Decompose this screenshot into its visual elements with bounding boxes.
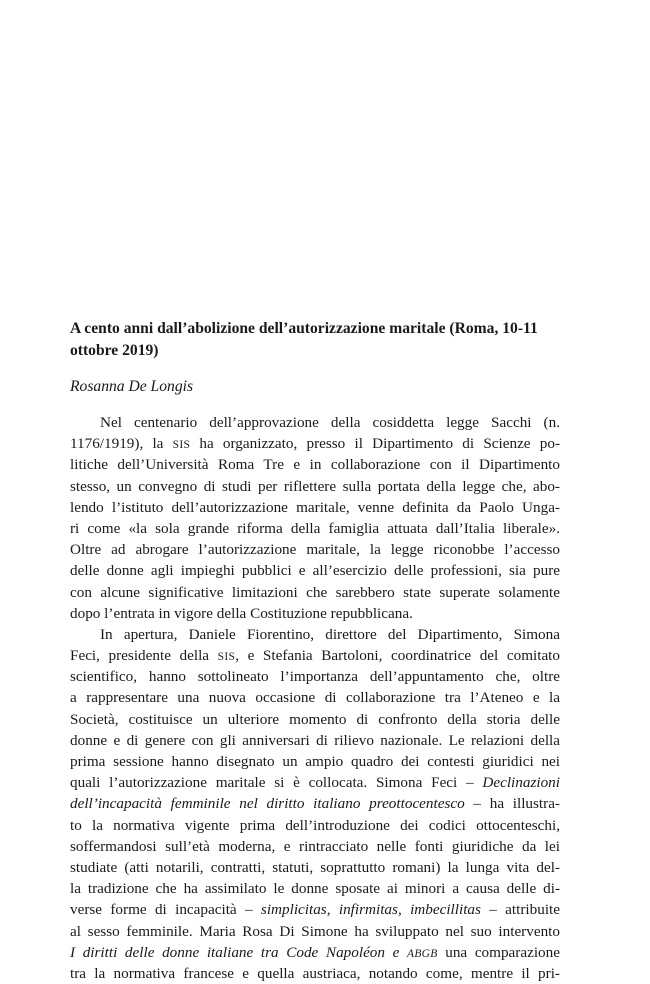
text-line: In apertura, Daniele Fiorentino, direttore del Dipartimento, Simona [100,625,560,643]
text-line: studiate (atti notarili, contratti, statuti, soprattutto romani) la lunga vita del- [70,858,560,876]
text-line: Oltre ad abrogare l’autorizzazione maritale, la legge riconobbe l’accesso [70,541,560,559]
text-line: Feci, presidente della SIS, e Stefania Bartoloni, coordinatrice del comitato [70,647,561,665]
text-line: prima sessione hanno disegnato un ampio quadro dei contesti giuridici nei [70,753,560,770]
paragraph-2 [70,624,560,984]
text-line: Società, costituisce un ulteriore momento di confronto della storia delle [70,710,560,728]
text-line: stesso, un convegno di studi per riflettere sulla portata della legge che, abo- [70,477,560,495]
paragraph-1 [70,412,560,624]
text-line: scientifico, hanno sottolineato l’importanza dell’appuntamento che, oltre [70,668,560,686]
text-line: lendo l’istituto dell’autorizzazione maritale, venne definita da Paolo Unga- [70,498,560,516]
text-line: al sesso femminile. Maria Rosa Di Simone ha sviluppato nel suo intervento [70,922,560,940]
text-line: soffermandosi sull’età moderna, e rintracciato nelle fonti giuridiche da lei [70,837,560,855]
text-line: quali l’autorizzazione maritale si è collocata. Simona Feci – Declinazioni [70,774,560,792]
text-line: donne e di genere con gli anniversari di rilievo nazionale. Le relazioni della [70,731,560,749]
text-line: a rappresentare una nuova occasione di collaborazione tra l’Ateneo e la [70,689,560,707]
text-line: dopo l’entrata in vigore della Costituzione repubblicana. [70,604,413,622]
text-line: ri come «la sola grande riforma della famiglia attuata dall’Italia liberale». [70,519,560,537]
text-line: verse forme di incapacità – simplicitas, infirmitas, imbecillitas – attribuite [70,901,561,919]
article-title: A cento anni dall’abolizione dell’autorizzazione maritale (Roma, 10-11 ottobre 2019) [70,320,538,359]
article-body [70,412,560,984]
author-name: Rosanna De Longis [70,378,194,395]
text-line: litiche dell’Università Roma Tre e in collaborazione con il Dipartimento [70,456,560,474]
text-line: 1176/1919), la SIS ha organizzato, presso il Dipartimento di Scienze po- [70,435,560,453]
text-line: la tradizione che ha assimilato le donne sposate ai minori a causa delle di- [70,880,560,898]
text-line: delle donne agli impieghi pubblici e all’esercizio delle professioni, sia pure [70,562,560,580]
text-line: Nel centenario dell’approvazione della cosiddetta legge Sacchi (n. [100,414,560,431]
text-line: I diritti delle donne italiane tra Code Napoléon e ABGB una comparazione [70,943,560,961]
text-line: to la normativa vigente prima dell’introduzione dei codici ottocenteschi, [70,816,560,834]
page [70,0,561,982]
text-line: tra la normativa francese e quella austriaca, notando come, mentre il pri- [70,964,560,982]
text-line: dell’incapacità femminile nel diritto italiano preottocentesco – ha illustra- [70,795,560,813]
text-line: con alcune significative limitazioni che sarebbero state superate solamente [70,583,560,601]
